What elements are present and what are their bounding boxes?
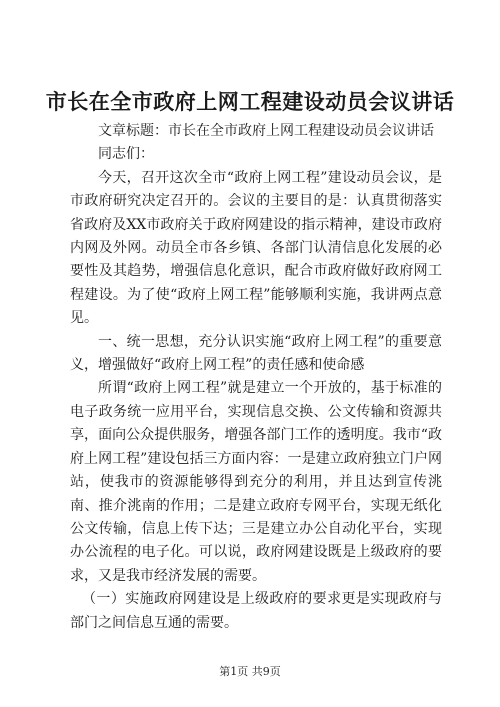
salutation: 同志们：: [98, 146, 154, 163]
page-number-footer: 第1页 共9页: [219, 665, 281, 678]
document-body: [70, 120, 442, 635]
article-title-line: 文章标题：市长在全市政府上网工程建设动员会议讲话: [98, 123, 434, 139]
section-heading-1: 一、统一思想，充分认识实施“政府上网工程”的重要意义，增强做好“政府上网工程”的责任感和使命感: [70, 333, 442, 374]
subsection-heading-1: （一）实施政府网建设是上级政府的要求更是实现政府与部门之间信息互通的需要。: [70, 591, 442, 631]
paragraph-definition: 所谓“政府上网工程”就是建立一个开放的，基于标准的电子政务统一应用平台，实现信息交换、公文传输和资源共享，面向公众提供服务，增强各部门工作的透明度。我市“政府上网工程”建设包括三方面内容：一是建立政府独立门户网站，使我市的资源能够得到充分的利用，并且达到宣传洮南、推介洮南的作用；二是建立政府专网平台，实现无纸化公文传输，信息上传下达；三是建立办公自动化平台，实现办公流程的电子化。可以说，政府网建设既是上级政府的要求，又是我市经济发展的需要。: [70, 380, 442, 584]
document-title: 市长在全市政府上网工程建设动员会议讲话: [45, 89, 455, 114]
paragraph-intro: 今天，召开这次全市“政府上网工程”建设动员会议，是市政府研究决定召开的。会议的主要目的是：认真贯彻落实省政府及XX市政府关于政府网建设的指示精神，建设市政府内网及外网。动员全市各乡镇、各部门认清信息化发展的必要性及其趋势，增强信息化意识，配合市政府做好政府网工程建设。为了使“政府上网工程”能够顺利实施，我讲两点意见。: [70, 169, 442, 327]
